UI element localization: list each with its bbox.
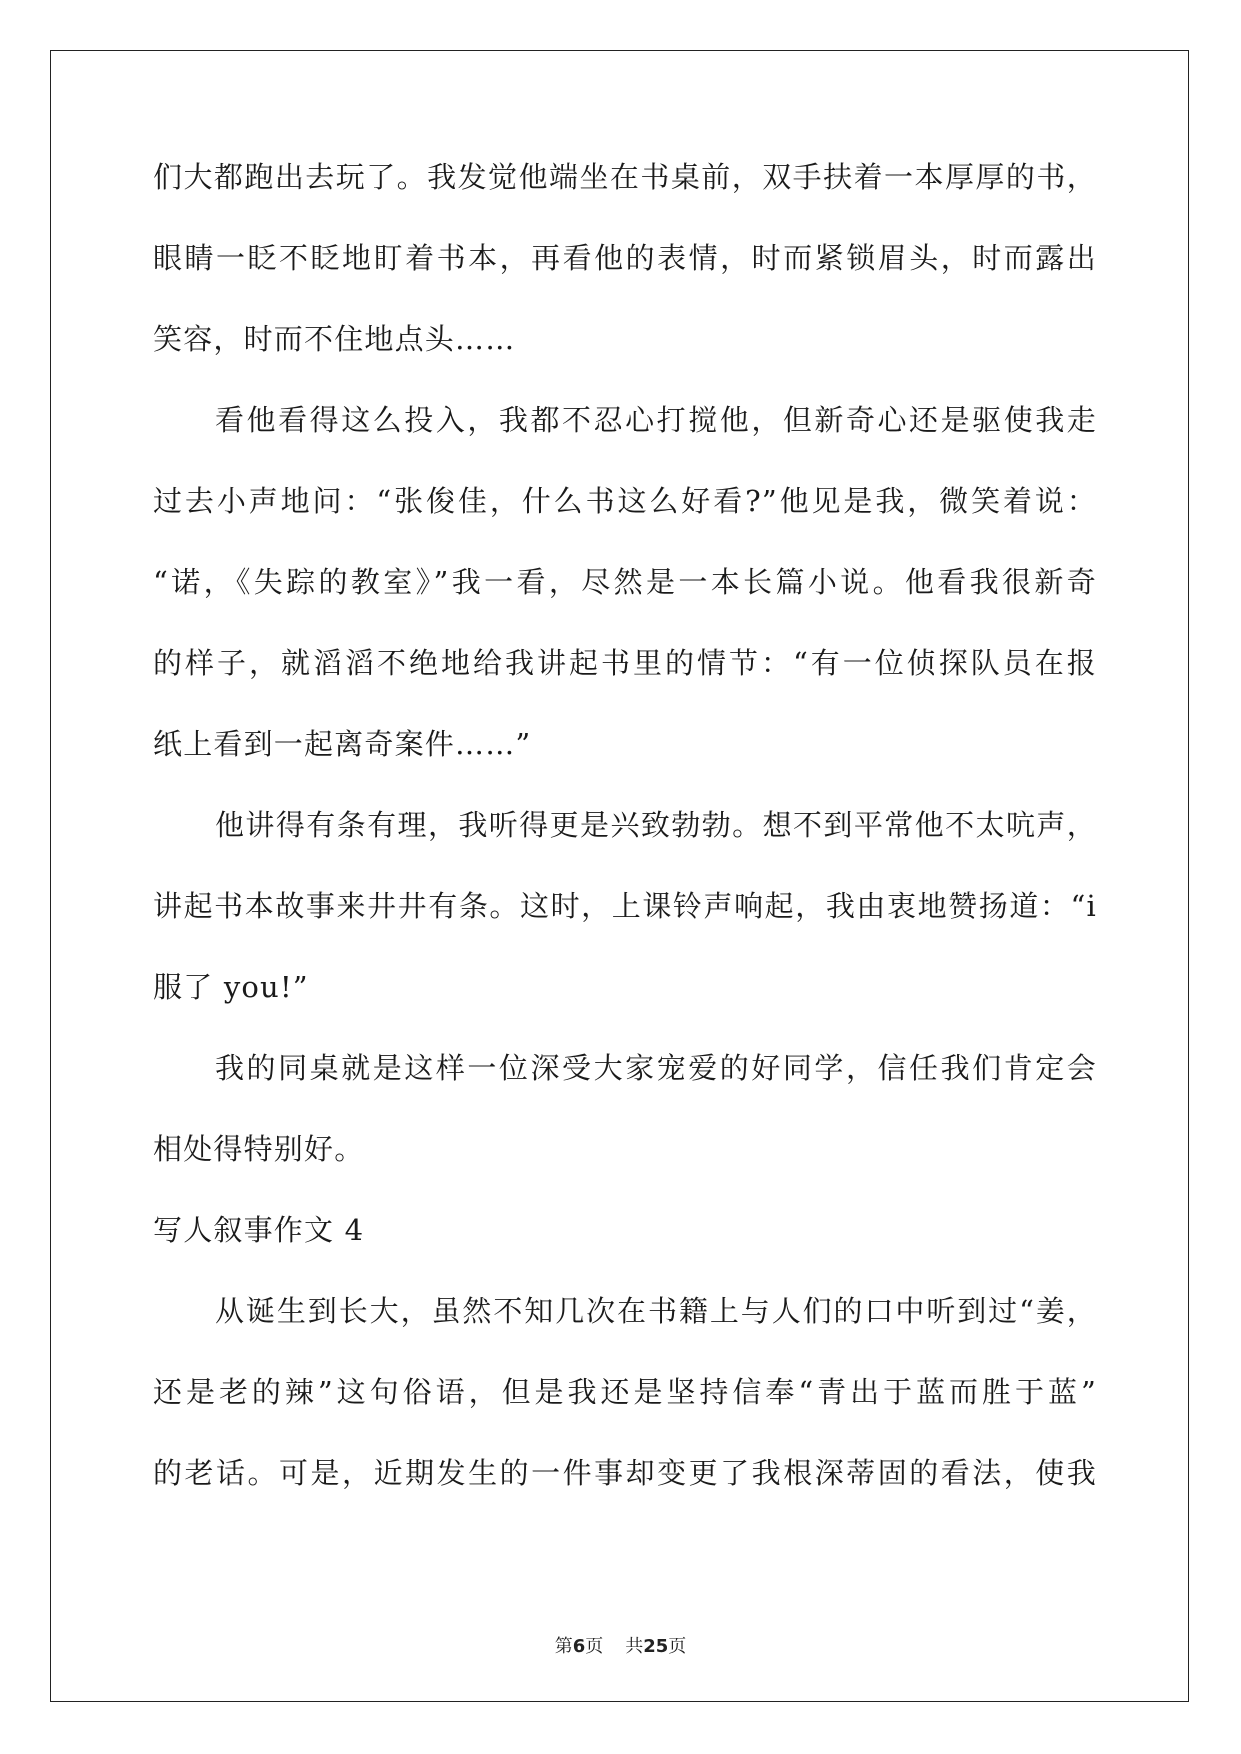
paragraph-line: 笑容，时而不住地点头…… bbox=[153, 322, 516, 356]
footer-total-suffix: 页 bbox=[668, 1636, 687, 1657]
footer-prefix: 第 bbox=[554, 1636, 573, 1657]
paragraph-line: “诺，《失踪的教室》”我一看，尽然是一本长篇小说。他看我很新奇 bbox=[153, 565, 1097, 599]
page-number: 6 bbox=[572, 1636, 586, 1657]
paragraph-line: 他讲得有条有理，我听得更是兴致勃勃。想不到平常他不太吭声， bbox=[215, 808, 1097, 842]
paragraph-line: 相处得特别好。 bbox=[153, 1132, 365, 1166]
paragraph-line: 的样子，就滔滔不绝地给我讲起书里的情节：“有一位侦探队员在报 bbox=[153, 646, 1097, 680]
page-footer bbox=[0, 1632, 1241, 1658]
document-body bbox=[153, 160, 1097, 1537]
paragraph-line: 们大都跑出去玩了。我发觉他端坐在书桌前，双手扶着一本厚厚的书， bbox=[153, 160, 1097, 194]
footer-page-suffix: 页 bbox=[585, 1636, 604, 1657]
paragraph-line: 眼睛一眨不眨地盯着书本，再看他的表情，时而紧锁眉头，时而露出 bbox=[153, 241, 1097, 275]
paragraph-line: 过去小声地问：“张俊佳，什么书这么好看?”他见是我，微笑着说： bbox=[153, 484, 1097, 518]
total-pages: 25 bbox=[643, 1636, 669, 1657]
paragraph-line: 从诞生到长大，虽然不知几次在书籍上与人们的口中听到过“姜， bbox=[215, 1294, 1097, 1328]
section-heading: 写人叙事作文 4 bbox=[153, 1213, 365, 1247]
paragraph-line: 讲起书本故事来井井有条。这时，上课铃声响起，我由衷地赞扬道：“i bbox=[153, 889, 1097, 923]
footer-total-prefix: 共 bbox=[625, 1636, 644, 1657]
paragraph-line: 还是老的辣”这句俗语，但是我还是坚持信奉“青出于蓝而胜于蓝” bbox=[153, 1375, 1097, 1409]
paragraph-line: 我的同桌就是这样一位深受大家宠爱的好同学，信任我们肯定会 bbox=[215, 1051, 1097, 1085]
paragraph-line: 服了 you!” bbox=[153, 970, 309, 1004]
paragraph-line: 纸上看到一起离奇案件……” bbox=[153, 727, 532, 761]
paragraph-line: 的老话。可是，近期发生的一件事却变更了我根深蒂固的看法，使我 bbox=[153, 1456, 1097, 1490]
paragraph-line: 看他看得这么投入，我都不忍心打搅他，但新奇心还是驱使我走 bbox=[215, 403, 1097, 437]
